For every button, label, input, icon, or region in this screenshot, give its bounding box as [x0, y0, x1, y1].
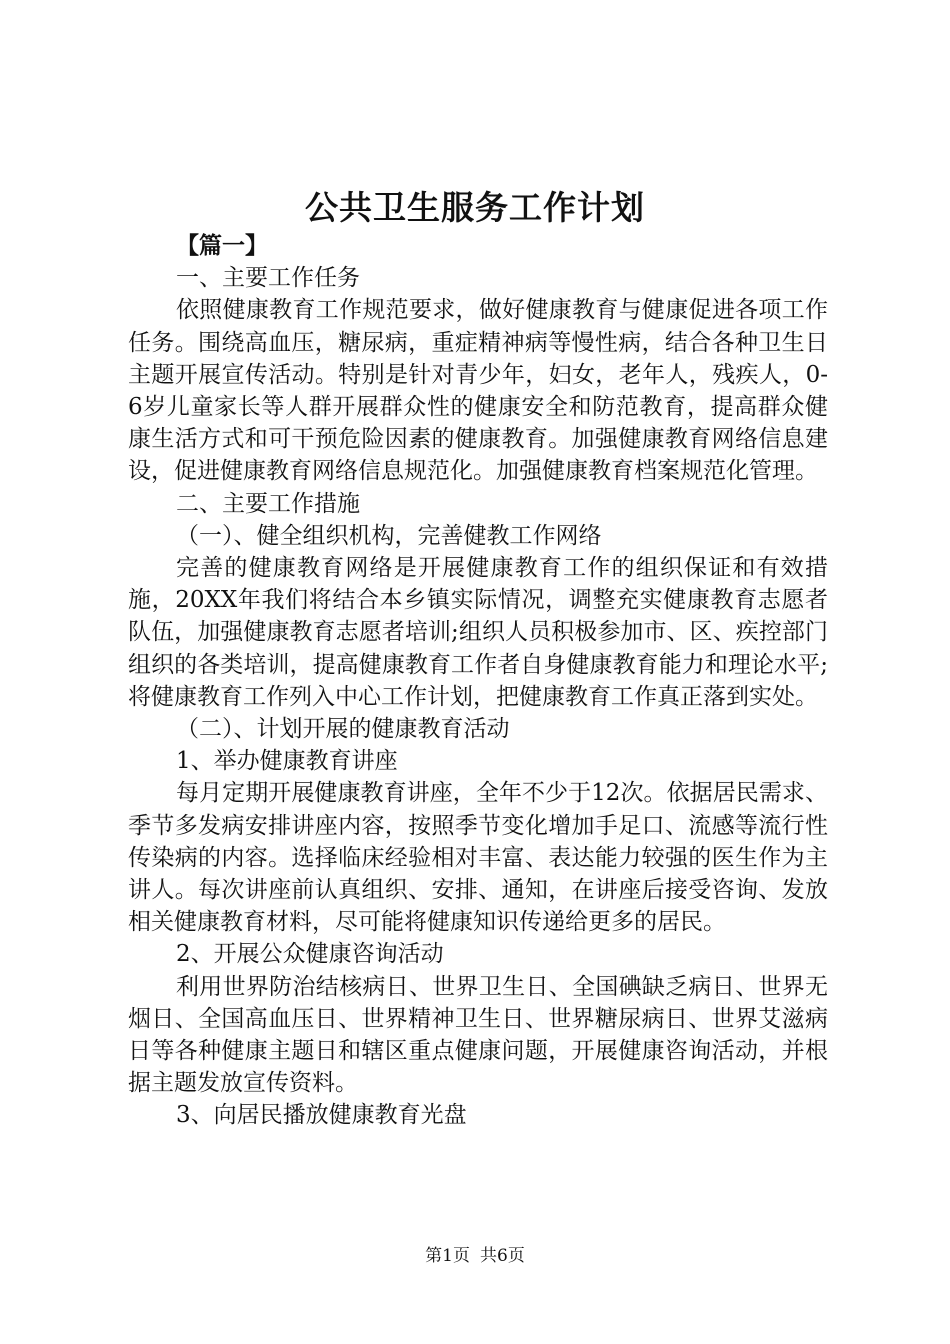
section-heading: 一、主要工作任务	[176, 265, 360, 292]
section-marker: 【篇一】	[176, 232, 268, 259]
page-footer	[0, 1244, 950, 1268]
body-paragraph: 利用世界防治结核病日、世界卫生日、全国碘缺乏病日、世界无烟日、全国高血压日、世界精神卫生日、世界糖尿病日、世界艾滋病日等各种健康主题日和辖区重点健康问题，开展健康咨询活动，并根据主题发放宣传资料。	[128, 973, 828, 1097]
section-heading: 二、主要工作措施	[176, 490, 360, 517]
body-paragraph: 完善的健康教育网络是开展健康教育工作的组织保证和有效措施，20XX年我们将结合本乡镇实际情况，调整充实健康教育志愿者队伍，加强健康教育志愿者培训;组织人员积极参加市、区、疾控部门组织的各类培训，提高健康教育工作者自身健康教育能力和理论水平;将健康教育工作列入中心工作计划，把健康教育工作真正落到实处。	[128, 555, 828, 710]
item-heading: 2、开展公众健康咨询活动	[176, 941, 444, 968]
subsection-heading: （二）、计划开展的健康教育活动	[176, 716, 510, 743]
subsection-heading: （一）、健全组织机构，完善健教工作网络	[176, 522, 602, 549]
body-paragraph: 每月定期开展健康教育讲座，全年不少于12次。依据居民需求、季节多发病安排讲座内容，按照季节变化增加手足口、流感等流行性传染病的内容。选择临床经验相对丰富、表达能力较强的医生作为主讲人。每次讲座前认真组织、安排、通知，在讲座后接受咨询、发放相关健康教育材料，尽可能将健康知识传递给更多的居民。	[128, 780, 828, 936]
item-heading: 3、向居民播放健康教育光盘	[176, 1102, 467, 1129]
document-title: 公共卫生服务工作计划	[305, 188, 645, 227]
page-number: 第1页	[425, 1246, 470, 1266]
document-body	[128, 230, 828, 1132]
item-heading: 1、举办健康教育讲座	[176, 748, 398, 775]
page-total: 共6页	[480, 1246, 525, 1266]
body-paragraph: 依照健康教育工作规范要求，做好健康教育与健康促进各项工作任务。围绕高血压，糖尿病，重症精神病等慢性病，结合各种卫生日主题开展宣传活动。特别是针对青少年，妇女，老年人，残疾人，0-6岁儿童家长等人群开展群众性的健康安全和防范教育，提高群众健康生活方式和可干预危险因素的健康教育。加强健康教育网络信息建设，促进健康教育网络信息规范化。加强健康教育档案规范化管理。	[128, 297, 828, 485]
